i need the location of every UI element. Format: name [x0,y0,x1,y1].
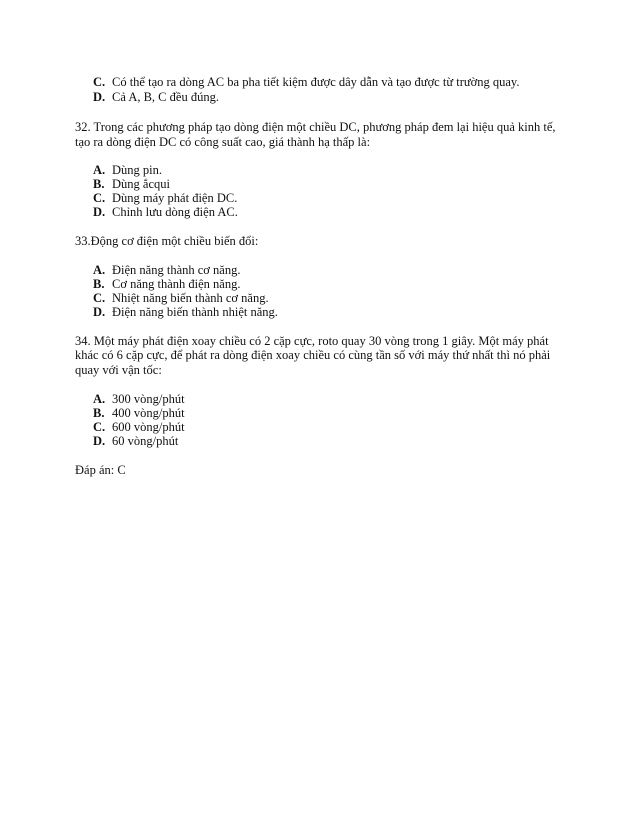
q34-option-c [93,420,185,434]
q34-question-line-3: quay với vận tốc: [75,363,162,377]
q34-question-line-1: 34. Một máy phát điện xoay chiều có 2 cặp cực, roto quay 30 vòng trong 1 giây. Một máy phát [75,334,549,348]
option-letter: C. [93,291,106,305]
option-text: Dùng pin. [112,163,162,177]
q34-question-line-2: khác có 6 cặp cực, để phát ra dòng điện xoay chiều có cùng tần số với máy thứ nhất thì nó phải [75,348,551,362]
option-letter: B. [93,406,105,420]
q34-option-a [93,392,185,406]
option-text: 400 vòng/phút [112,406,185,420]
q31-option-d [93,90,219,104]
q34-option-d [93,434,178,448]
option-letter: D. [93,90,106,104]
option-letter: A. [93,263,106,277]
q34-option-b [93,406,185,420]
option-text: Điện năng biến thành nhiệt năng. [112,305,278,319]
option-text: Chỉnh lưu dòng điện AC. [112,205,238,219]
option-letter: B. [93,277,105,291]
q33-option-c [93,291,269,305]
option-letter: C. [93,191,106,205]
option-text: Cơ năng thành điện năng. [112,277,241,291]
q33-option-b [93,277,240,291]
q32-question-line-1: 32. Trong các phương pháp tạo dòng điện một chiều DC, phương pháp đem lại hiệu quả kinh tế, [75,120,556,134]
q32-option-d [93,205,238,219]
option-text: 300 vòng/phút [112,392,185,406]
q32-question-line-2: tạo ra dòng điện DC có công suất cao, giá thành hạ thấp là: [75,135,371,149]
option-letter: A. [93,392,106,406]
option-text: 600 vòng/phút [112,420,185,434]
option-letter: D. [93,205,106,219]
option-letter: C. [93,420,106,434]
q31-option-c [93,75,519,89]
option-letter: D. [93,305,106,319]
answer-line: Đáp án: C [75,463,126,477]
q33-question-line-1: 33.Động cơ điện một chiều biến đổi: [75,234,259,248]
option-letter: C. [93,75,106,89]
q33-option-d [93,305,278,319]
option-letter: B. [93,177,105,191]
option-text: Nhiệt năng biến thành cơ năng. [112,291,269,305]
option-text: 60 vòng/phút [112,434,179,448]
q33-option-a [93,263,240,277]
option-text: Dùng ắcqui [112,177,170,191]
option-letter: A. [93,163,106,177]
option-text: Điện năng thành cơ năng. [112,263,241,277]
option-text: Cả A, B, C đều đúng. [112,90,219,104]
q32-option-c [93,191,237,205]
option-text: Dùng máy phát điện DC. [112,191,238,205]
q32-option-b [93,177,170,191]
q32-option-a [93,163,162,177]
option-letter: D. [93,434,106,448]
option-text: Có thể tạo ra dòng AC ba pha tiết kiệm được dây dẫn và tạo được từ trường quay. [112,75,520,89]
